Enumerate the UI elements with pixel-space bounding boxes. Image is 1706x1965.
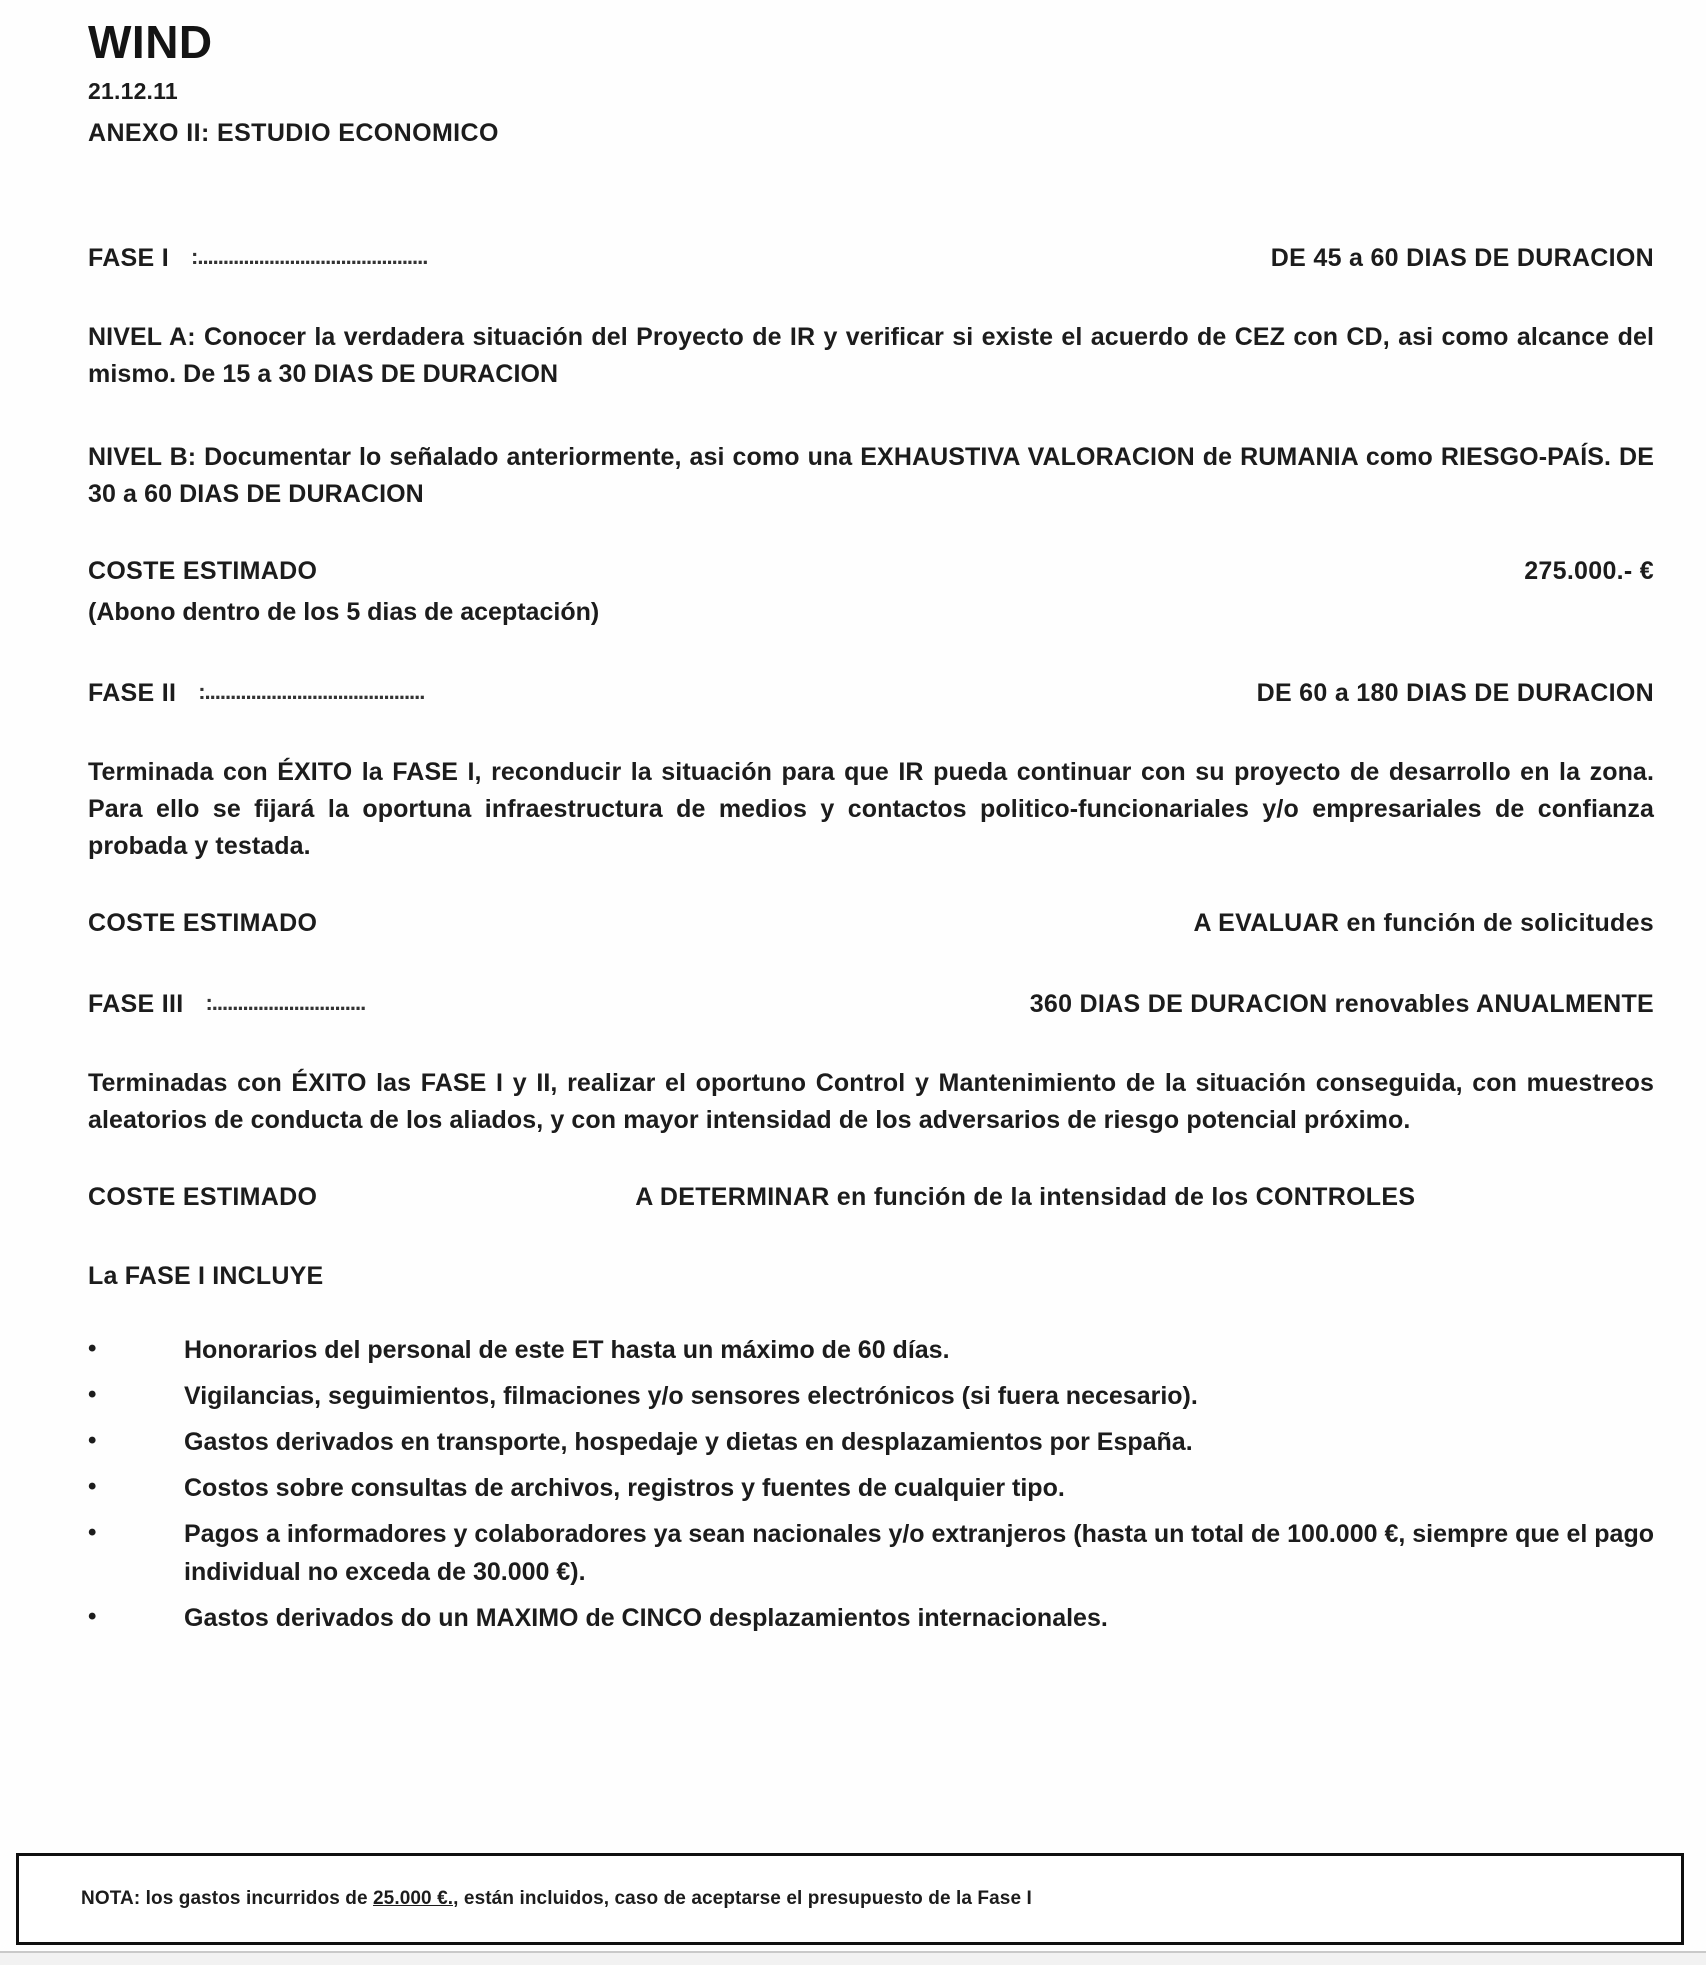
note-text	[19, 1888, 1032, 1910]
list-item	[88, 1469, 1654, 1507]
page-title: WIND	[88, 16, 213, 68]
note-suffix: están incluidos, caso de aceptarse el presupuesto de la Fase I	[458, 1888, 1032, 1909]
bullet-icon: •	[88, 1335, 97, 1363]
phase-one-cost-row	[88, 557, 1654, 586]
phase-three-duration: 360 DIAS DE DURACION renovables ANUALMENTE	[1029, 990, 1654, 1019]
phase-one-cost-label: COSTE ESTIMADO	[88, 557, 318, 586]
phase-one-duration: DE 45 a 60 DIAS DE DURACION	[1270, 244, 1654, 273]
list-item-label: Costos sobre consultas de archivos, registros y fuentes de cualquier tipo.	[184, 1474, 1065, 1503]
phase-one-label: FASE I	[88, 244, 169, 273]
leader-dots: :.............................................	[191, 244, 428, 270]
bullet-icon: •	[88, 1603, 97, 1631]
list-item-label: Gastos derivados en transporte, hospedaje y dietas en desplazamientos por España.	[184, 1428, 1193, 1457]
bullet-icon: •	[88, 1519, 97, 1547]
list-item	[88, 1515, 1654, 1591]
phase-two-body: Terminada con ÉXITO la FASE I, reconducir la situación para que IR pueda continuar con su proyecto de desarrollo en la zona. Para ello se fijará la oportuna infraestructura de medios y contactos politico-funcionariales y/o empresariales de confianza probada y testada.	[88, 758, 1654, 861]
bullet-icon: •	[88, 1381, 97, 1409]
list-item	[88, 1423, 1654, 1461]
list-item	[88, 1599, 1654, 1637]
phase-three-label: FASE III	[88, 990, 184, 1019]
phase-two-duration: DE 60 a 180 DIAS DE DURACION	[1256, 679, 1654, 708]
leader-dots: :...........................................	[198, 679, 425, 705]
note-prefix: NOTA: los gastos incurridos de	[81, 1888, 374, 1909]
phase-three-cost-value: A DETERMINAR en función de la intensidad de los CONTROLES	[635, 1183, 1416, 1212]
note-box	[16, 1853, 1684, 1945]
list-item	[88, 1331, 1654, 1369]
phase-one-heading	[88, 244, 1654, 273]
phase-one-cost-value: 275.000.- €	[1524, 557, 1654, 586]
phase-two-cost-row	[88, 909, 1654, 938]
phase-two-heading	[88, 679, 1654, 708]
list-item-label: Honorarios del personal de este ET hasta un máximo de 60 días.	[184, 1336, 950, 1365]
list-item-label: Vigilancias, seguimientos, filmaciones y/o sensores electrónicos (si fuera necesario).	[184, 1382, 1198, 1411]
includes-heading: La FASE I INCLUYE	[88, 1262, 324, 1291]
phase-three-cost-row	[88, 1183, 1654, 1212]
includes-list	[88, 1331, 1654, 1637]
list-item	[88, 1377, 1654, 1415]
document-content	[88, 0, 1654, 1645]
bullet-icon: •	[88, 1473, 97, 1501]
phase-two-label: FASE II	[88, 679, 177, 708]
phase-two-cost-label: COSTE ESTIMADO	[88, 909, 318, 938]
document-subtitle: ANEXO II: ESTUDIO ECONOMICO	[88, 119, 499, 148]
phase-three-heading	[88, 990, 1654, 1019]
phase-three-body: Terminadas con ÉXITO las FASE I y II, realizar el oportuno Control y Mantenimiento de la situación conseguida, con muestreos aleatorios de conducta de los aliados, y con mayor intensidad de los adversarios de riesgo potencial próximo.	[88, 1069, 1654, 1135]
bullet-icon: •	[88, 1427, 97, 1455]
list-item-label: Gastos derivados do un MAXIMO de CINCO desplazamientos internacionales.	[184, 1604, 1108, 1633]
phase-three-cost-label: COSTE ESTIMADO	[88, 1183, 318, 1212]
list-item-label: Pagos a informadores y colaboradores ya sean nacionales y/o extranjeros (hasta un total de 100.000 €, siempre que el pago individual no exceda de 30.000 €).	[184, 1520, 1654, 1587]
phase-one-level-b: NIVEL B: Documentar lo señalado anteriormente, asi como una EXHAUSTIVA VALORACION de RUMANIA como RIESGO-PAÍS. DE 30 a 60 DIAS DE DURACION	[88, 443, 1654, 509]
phase-one-payment-note: (Abono dentro de los 5 dias de aceptación)	[88, 598, 600, 627]
note-amount: 25.000 €.,	[373, 1888, 459, 1909]
leader-dots: :..............................	[205, 990, 366, 1016]
phase-two-cost-value: A EVALUAR en función de solicitudes	[1193, 909, 1654, 938]
document-date: 21.12.11	[88, 78, 178, 105]
phase-one-level-a: NIVEL A: Conocer la verdadera situación del Proyecto de IR y verificar si existe el acuerdo de CEZ con CD, asi como alcance del mismo. De 15 a 30 DIAS DE DURACION	[88, 323, 1654, 389]
